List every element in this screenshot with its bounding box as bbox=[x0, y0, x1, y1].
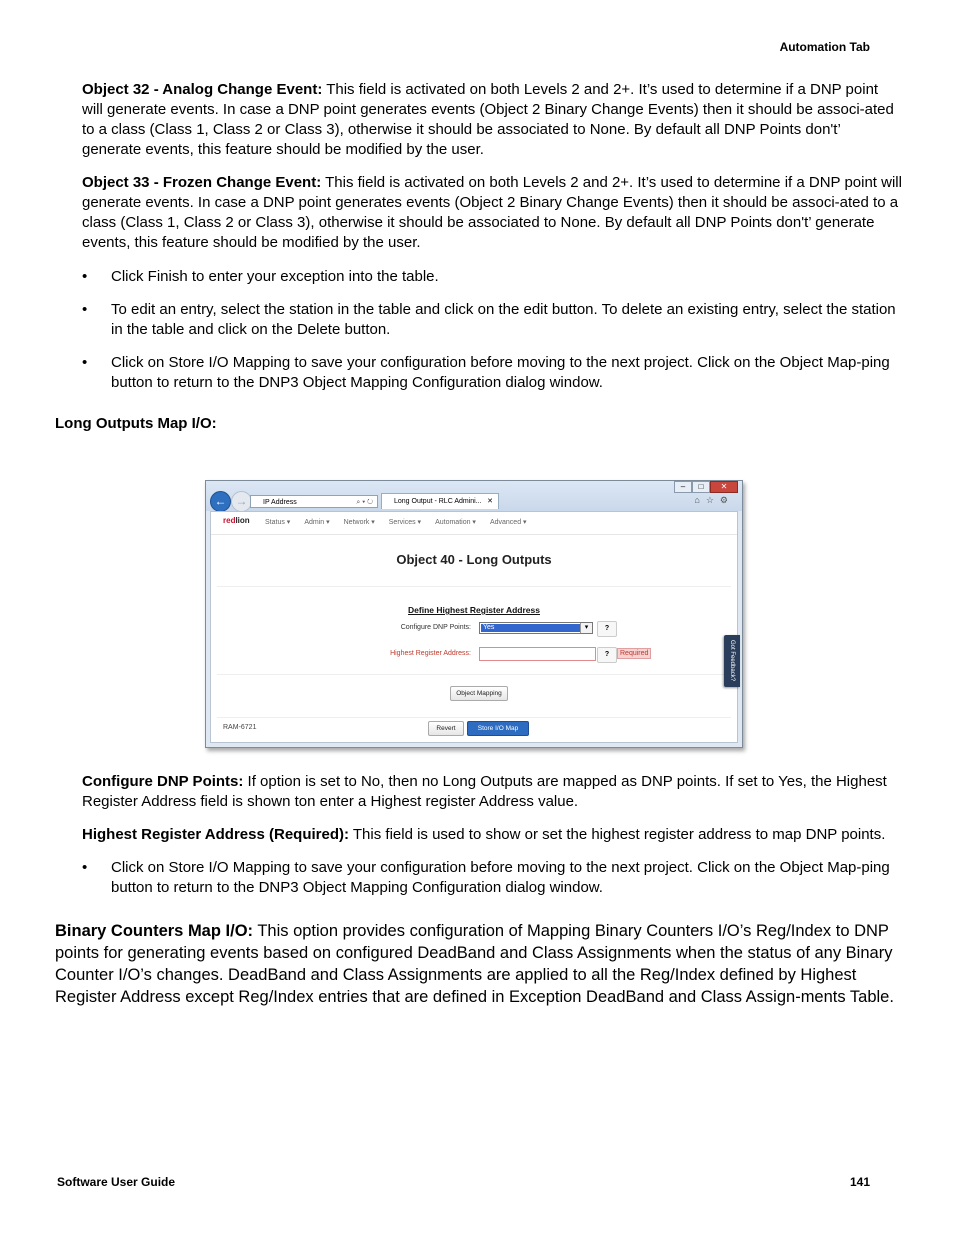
highest-register-description: This field is used to show or set the highest register address to map DNP points. bbox=[349, 826, 886, 843]
help-icon[interactable]: ? bbox=[597, 621, 617, 637]
configure-dnp-select[interactable] bbox=[479, 622, 593, 634]
browser-tab[interactable] bbox=[381, 493, 499, 509]
bullet-text: Click Finish to enter your exception into the table. bbox=[111, 268, 439, 285]
nav-menu bbox=[265, 518, 527, 526]
maximize-icon[interactable]: □ bbox=[692, 481, 710, 493]
back-arrow-icon[interactable]: ← bbox=[210, 491, 231, 512]
close-icon[interactable]: ✕ bbox=[710, 481, 738, 493]
red-lion-logo: redlion bbox=[223, 516, 250, 525]
browser-titlebar bbox=[206, 481, 742, 511]
divider bbox=[217, 586, 731, 587]
section-heading-long-outputs: Long Outputs Map I/O: bbox=[55, 415, 217, 432]
object-mapping-button[interactable]: Object Mapping bbox=[450, 686, 508, 701]
nav-item-services[interactable]: Services ▾ bbox=[388, 519, 422, 526]
divider bbox=[217, 674, 731, 675]
paragraph-highest-register bbox=[82, 825, 902, 845]
configure-dnp-term: Configure DNP Points: bbox=[82, 773, 244, 790]
tab-title: Long Output - RLC Admini... bbox=[394, 498, 482, 505]
highest-register-input[interactable] bbox=[479, 647, 596, 661]
highest-register-term: Highest Register Address (Required): bbox=[82, 826, 349, 843]
object-32-description: This field is activated on both Levels 2 and 2+. It’s used to determine if a DNP point will generate events. In case a DNP point generates events (Object 2 Binary Change Events) then it should be associ-ated to a class (Class 1, Class 2 or Class 3), otherwise it should be associated to None. By default all DNP Points don't’ generate events, this feature should be modified by the user. bbox=[82, 81, 894, 158]
browser-screenshot bbox=[205, 480, 743, 748]
feedback-tab[interactable]: Got Feedback? bbox=[724, 635, 740, 687]
list-item: • To edit an entry, select the station in the table and click on the edit button. To delete an existing entry, select the station in the table and click on the Delete button. bbox=[82, 300, 902, 340]
page-title: Object 40 - Long Outputs bbox=[396, 552, 552, 567]
paragraph-configure-dnp bbox=[82, 772, 902, 812]
page-number: 141 bbox=[849, 1175, 870, 1189]
nav-item-network[interactable]: Network ▾ bbox=[343, 519, 375, 526]
configure-dnp-value: Yes bbox=[481, 624, 580, 632]
paragraph-object-33 bbox=[82, 173, 902, 253]
help-icon[interactable]: ? bbox=[597, 647, 617, 663]
bullet-text: Click on Store I/O Mapping to save your configuration before moving to the next project. Click on the Object Map-ping button to return to the DNP3 Object Mapping Configuration dialog window. bbox=[111, 859, 890, 896]
required-badge: Required bbox=[617, 648, 651, 659]
configure-dnp-description: If option is set to No, then no Long Outputs are mapped as DNP points. If set to Yes, the Highest Register Address field is shown ton enter a Highest register Address value. bbox=[82, 773, 887, 810]
paragraph-binary-counters bbox=[55, 920, 905, 1008]
address-text: IP Address bbox=[263, 499, 297, 506]
address-bar[interactable] bbox=[250, 495, 378, 508]
window-controls bbox=[674, 481, 738, 491]
web-page bbox=[210, 511, 738, 743]
list-item: • Click Finish to enter your exception into the table. bbox=[82, 267, 902, 287]
object-33-description: This field is activated on both Levels 2 and 2+. It’s used to determine if a DNP point will generate events. In case a DNP point generates events (Object 2 Binary Change Events) then it should be associ-ated to a class (Class 1, Class 2 or Class 3), otherwise it should be associated to None. By default all DNP Points don't’ generate events, this feature should be modified by the user. bbox=[82, 174, 902, 251]
bullet-text: To edit an entry, select the station in the table and click on the edit button. To delete an existing entry, select the station in the table and click on the Delete button. bbox=[111, 301, 896, 338]
form-subheading: Define Highest Register Address bbox=[408, 605, 540, 615]
list-item: • Click on Store I/O Mapping to save your configuration before moving to the next project. Click on the Object Map-ping button to return to the DNP3 Object Mapping Configuration dialog window. bbox=[82, 353, 902, 393]
paragraph-object-32 bbox=[82, 80, 902, 160]
running-header: Automation Tab bbox=[779, 40, 870, 54]
store-io-map-button[interactable]: Store I/O Map bbox=[467, 721, 529, 736]
object-33-term: Object 33 - Frozen Change Event: bbox=[82, 174, 322, 191]
browser-tools-icons[interactable]: ⌂☆⚙ bbox=[694, 495, 734, 505]
search-refresh-icon[interactable]: ⌕ ▾ ↻ bbox=[356, 499, 373, 506]
bullet-text: Click on Store I/O Mapping to save your configuration before moving to the next project. Click on the Object Map-ping button to return to the DNP3 Object Mapping Configuration dialog window. bbox=[111, 354, 890, 391]
forward-arrow-icon[interactable]: → bbox=[231, 491, 252, 512]
nav-item-advanced[interactable]: Advanced ▾ bbox=[489, 519, 527, 526]
tab-close-icon[interactable]: ✕ bbox=[487, 498, 493, 505]
device-model: RAM-6721 bbox=[223, 724, 257, 731]
highest-register-label: Highest Register Address: bbox=[390, 650, 471, 657]
minimize-icon[interactable]: – bbox=[674, 481, 692, 493]
nav-item-admin[interactable]: Admin ▾ bbox=[304, 519, 330, 526]
object-32-term: Object 32 - Analog Change Event: bbox=[82, 81, 323, 98]
top-nav bbox=[211, 512, 737, 535]
nav-item-automation[interactable]: Automation ▾ bbox=[435, 519, 476, 526]
binary-counters-description: This option provides configuration of Mapping Binary Counters I/O’s Reg/Index to DNP points for generating events based on configured DeadBand and Class Assignments when the status of any Binary Counter I/O’s changes. DeadBand and Class Assignments are applied to all the Reg/Index defined by Highest Register Address except Reg/Index entries that are defined in Exception DeadBand and Class Assign-ments Table. bbox=[55, 922, 894, 1006]
nav-item-status[interactable]: Status ▾ bbox=[265, 519, 291, 526]
footer-title: Software User Guide bbox=[57, 1175, 176, 1189]
revert-button[interactable]: Revert bbox=[428, 721, 464, 736]
divider bbox=[217, 717, 731, 718]
chevron-down-icon[interactable]: ▾ bbox=[580, 623, 592, 633]
list-item: • Click on Store I/O Mapping to save your configuration before moving to the next project. Click on the Object Map-ping button to return to the DNP3 Object Mapping Configuration dialog window. bbox=[82, 858, 902, 898]
binary-counters-term: Binary Counters Map I/O: bbox=[55, 922, 254, 940]
configure-dnp-label: Configure DNP Points: bbox=[400, 624, 471, 631]
